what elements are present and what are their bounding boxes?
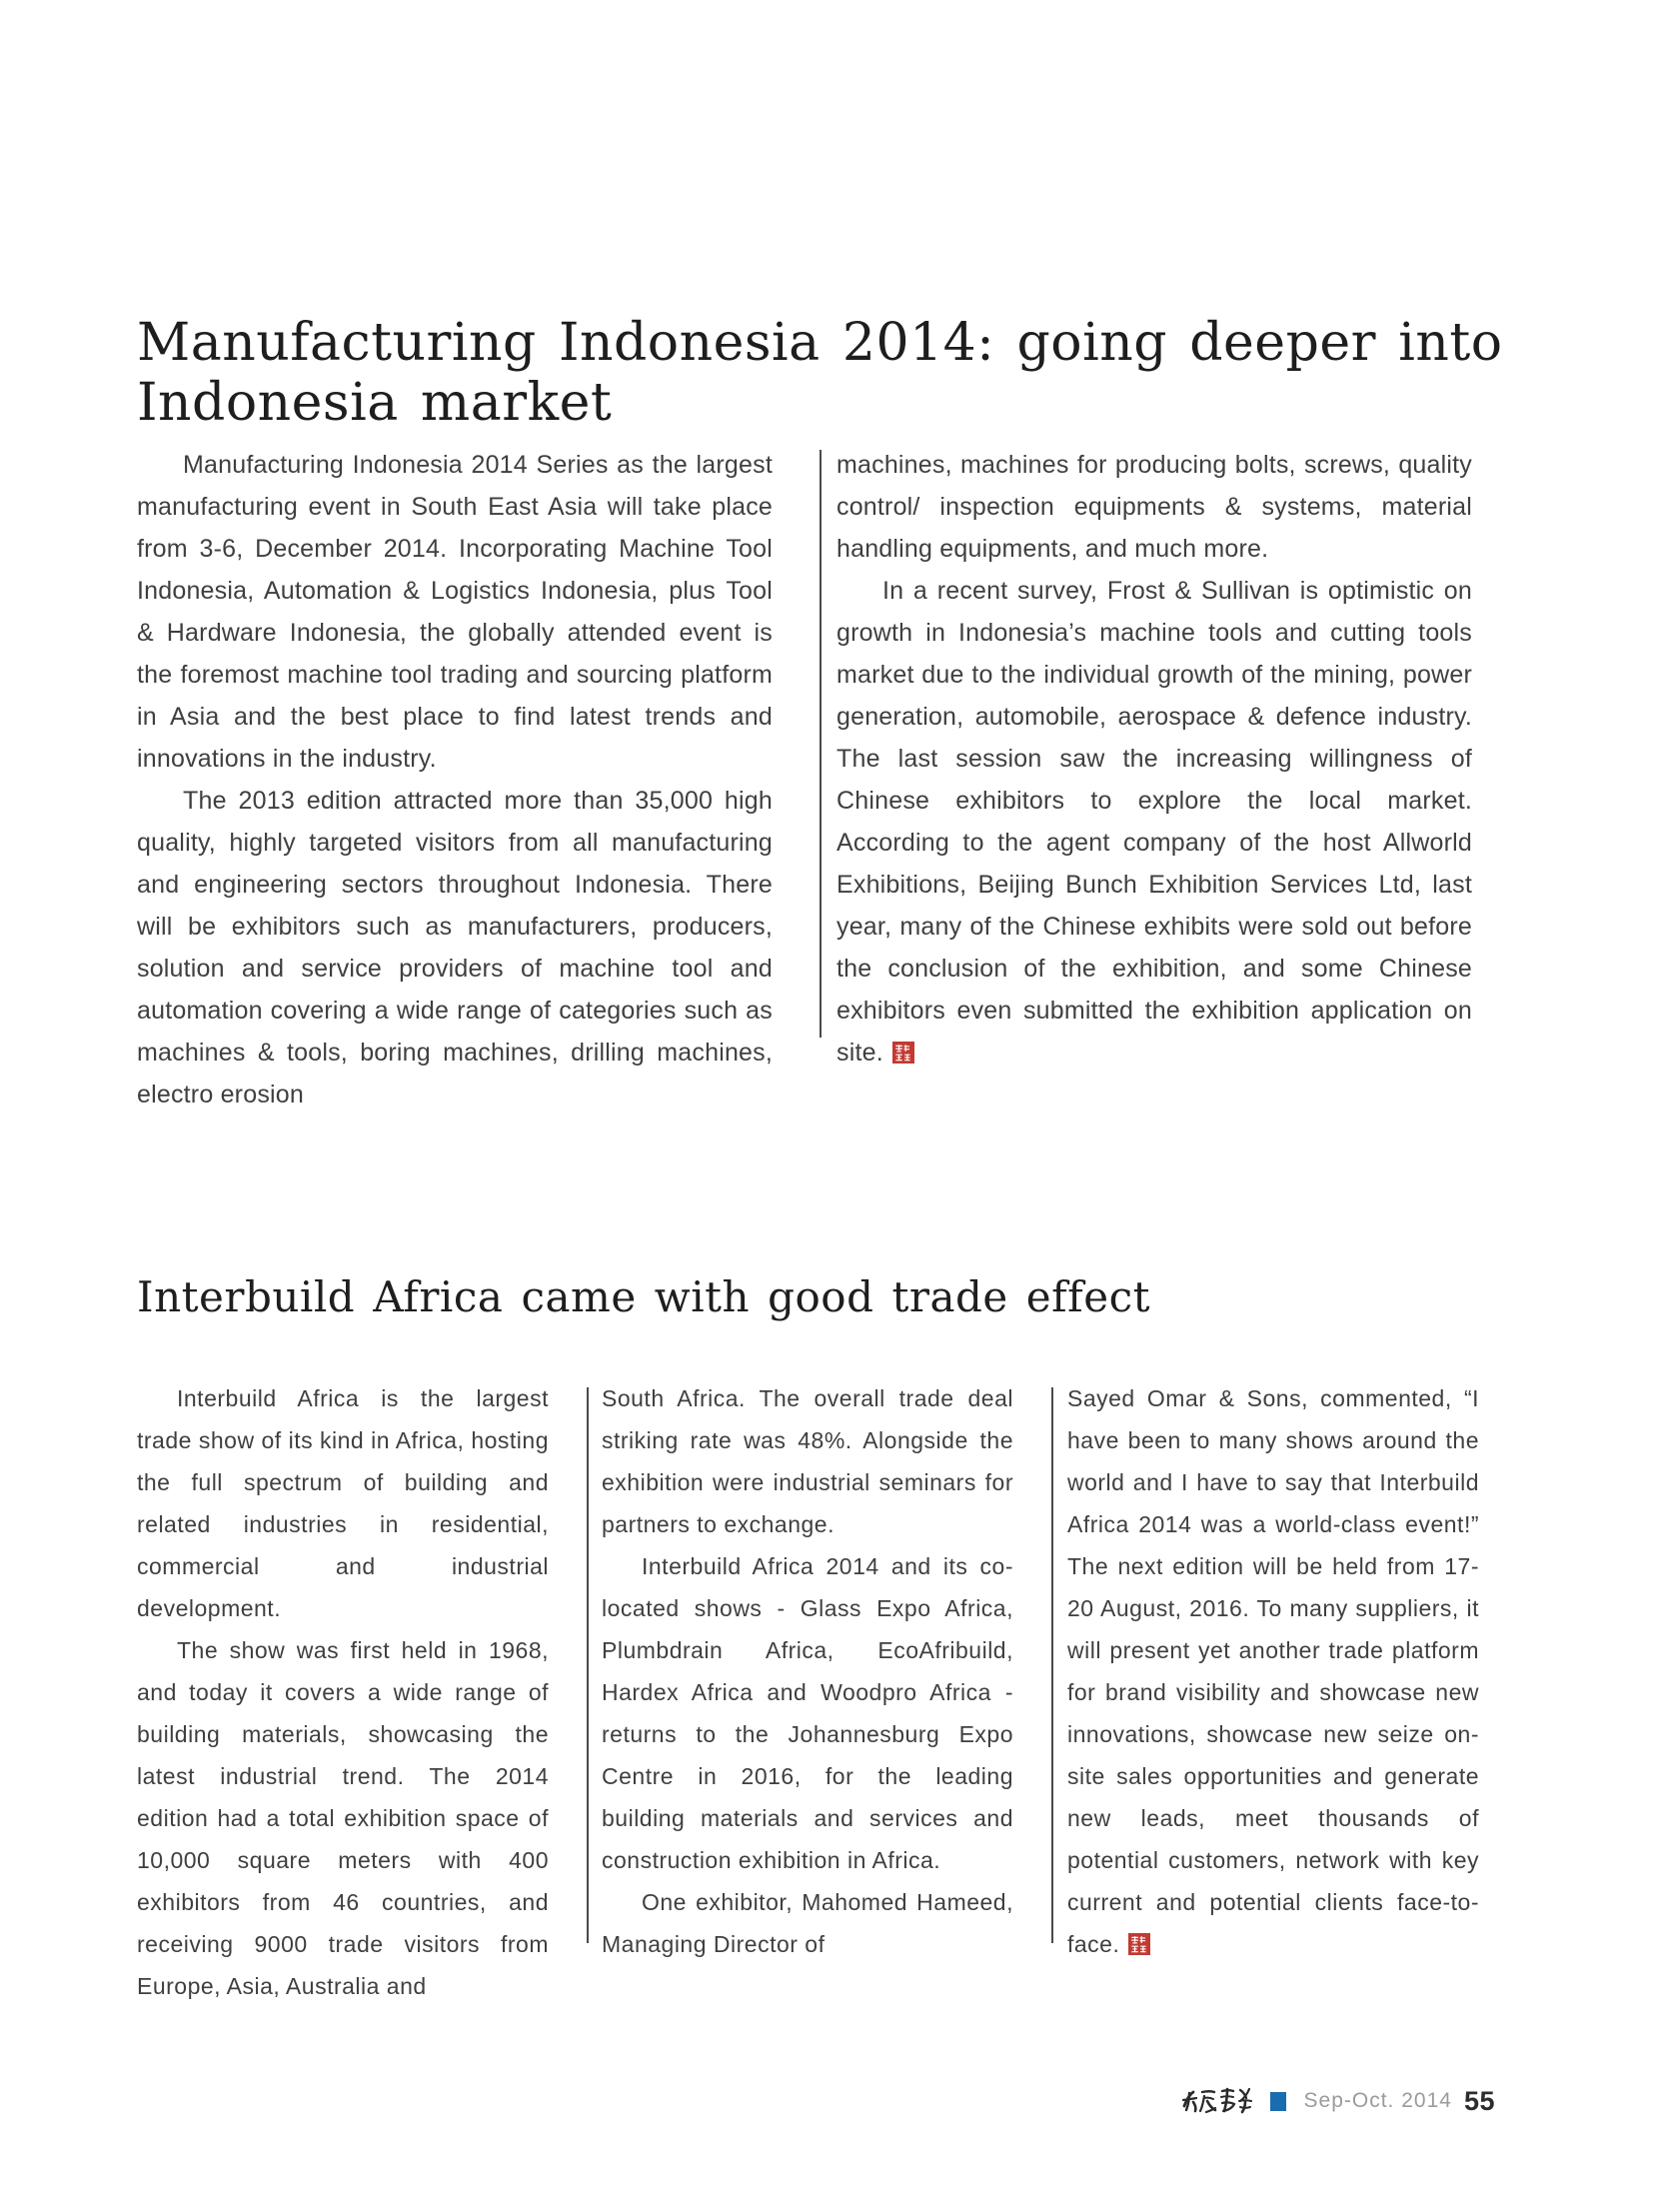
paragraph: machines, machines for producing bolts, screws, quality control/ inspection equipments & systems, material handling equipments, and much more. [836, 451, 1472, 563]
paragraph: South Africa. The overall trade deal striking rate was 48%. Alongside the exhibition were industrial seminars for partners to exchange. [602, 1385, 1013, 1537]
column-divider [820, 450, 822, 1038]
article1-title-line1: Manufacturing Indonesia 2014: going deeper into [137, 312, 1503, 373]
article-end-seal-icon [1128, 1933, 1150, 1955]
article2-column-3 [1067, 1377, 1479, 1965]
column-divider [1051, 1387, 1053, 1943]
paragraph: Interbuild Africa 2014 and its co-located shows - Glass Expo Africa, Plumbdrain Africa, EcoAfribuild, Hardex Africa and Woodpro Africa - returns to the Johannesburg Expo Centre in 2016, for the leading building materials and services and construction exhibition in Africa. [602, 1553, 1013, 1873]
issue-date: Sep-Oct. 2014 [1303, 2089, 1452, 2112]
article-end-seal-icon [892, 1042, 914, 1064]
article-end-seal-icon [892, 1042, 914, 1064]
column-divider [587, 1387, 589, 1943]
paragraph-text: Sayed Omar & Sons, commented, “I have been to many shows around the world and I have to say that Interbuild Africa 2014 was a world-class event!” The next edition will be held from 17-20 August, 2016. To many suppliers, it will present yet another trade platform for brand visibility and showcase new innovations, showcase new seize on-site sales opportunities and generate new leads, meet thousands of potential customers, network with key current and potential clients face-to-face. [1067, 1385, 1479, 1957]
article1-title [137, 313, 1596, 433]
footer-accent-square [1270, 2092, 1286, 2111]
paragraph: The 2013 edition attracted more than 35,000 high quality, highly targeted visitors from all manufacturing and engineering sectors throughout Indonesia. There will be exhibitors such as manufacturers, producers, solution and service providers of machine tool and automation covering a wide range of categories such as machines & tools, boring machines, drilling machines, electro erosion [137, 787, 773, 1108]
article2-column-1 [137, 1377, 549, 2007]
page-number: 55 [1463, 2085, 1495, 2116]
page-footer [1180, 2081, 1495, 2121]
paragraph [836, 570, 1472, 1074]
article2-title: Interbuild Africa came with good trade effect [137, 1271, 1150, 1321]
magazine-logo-calligraphy [1180, 2084, 1254, 2118]
paragraph: Manufacturing Indonesia 2014 Series as the largest manufacturing event in South East Asia will take place from 3-6, December 2014. Incorporating Machine Tool Indonesia, Automation & Logistics Indonesia, plus Tool & Hardware Indonesia, the globally attended event is the foremost machine tool trading and sourcing platform in Asia and the best place to find latest trends and innovations in the industry. [137, 451, 773, 773]
paragraph: The show was first held in 1968, and today it covers a wide range of building materials, showcasing the latest industrial trend. The 2014 edition had a total exhibition space of 10,000 square meters with 400 exhibitors from 46 countries, and receiving 9000 trade visitors from Europe, Asia, Australia and [137, 1637, 549, 1999]
article-end-seal-icon [1128, 1933, 1150, 1955]
paragraph: One exhibitor, Mahomed Hameed, Managing Director of [602, 1889, 1013, 1957]
paragraph: Interbuild Africa is the largest trade show of its kind in Africa, hosting the full spectrum of building and related industries in residential, commercial and industrial development. [137, 1385, 549, 1621]
paragraph [1067, 1377, 1479, 1965]
article1-column-right [836, 444, 1472, 1074]
article1-column-left [137, 444, 773, 1115]
magazine-logo-calligraphy [1180, 2084, 1254, 2118]
article1-title-line2: Indonesia market [137, 372, 613, 433]
article2-column-2 [602, 1377, 1013, 1965]
paragraph-text: In a recent survey, Frost & Sullivan is optimistic on growth in Indonesia’s machine tools and cutting tools market due to the individual growth of the mining, power generation, automobile, aerospace & defence industry. The last session saw the increasing willingness of Chinese exhibitors to explore the local market. According to the agent company of the host Allworld Exhibitions, Beijing Bunch Exhibition Services Ltd, last year, many of the Chinese exhibits were sold out before the conclusion of the exhibition, and some Chinese exhibitors even submitted the exhibition application on site. [836, 577, 1472, 1067]
